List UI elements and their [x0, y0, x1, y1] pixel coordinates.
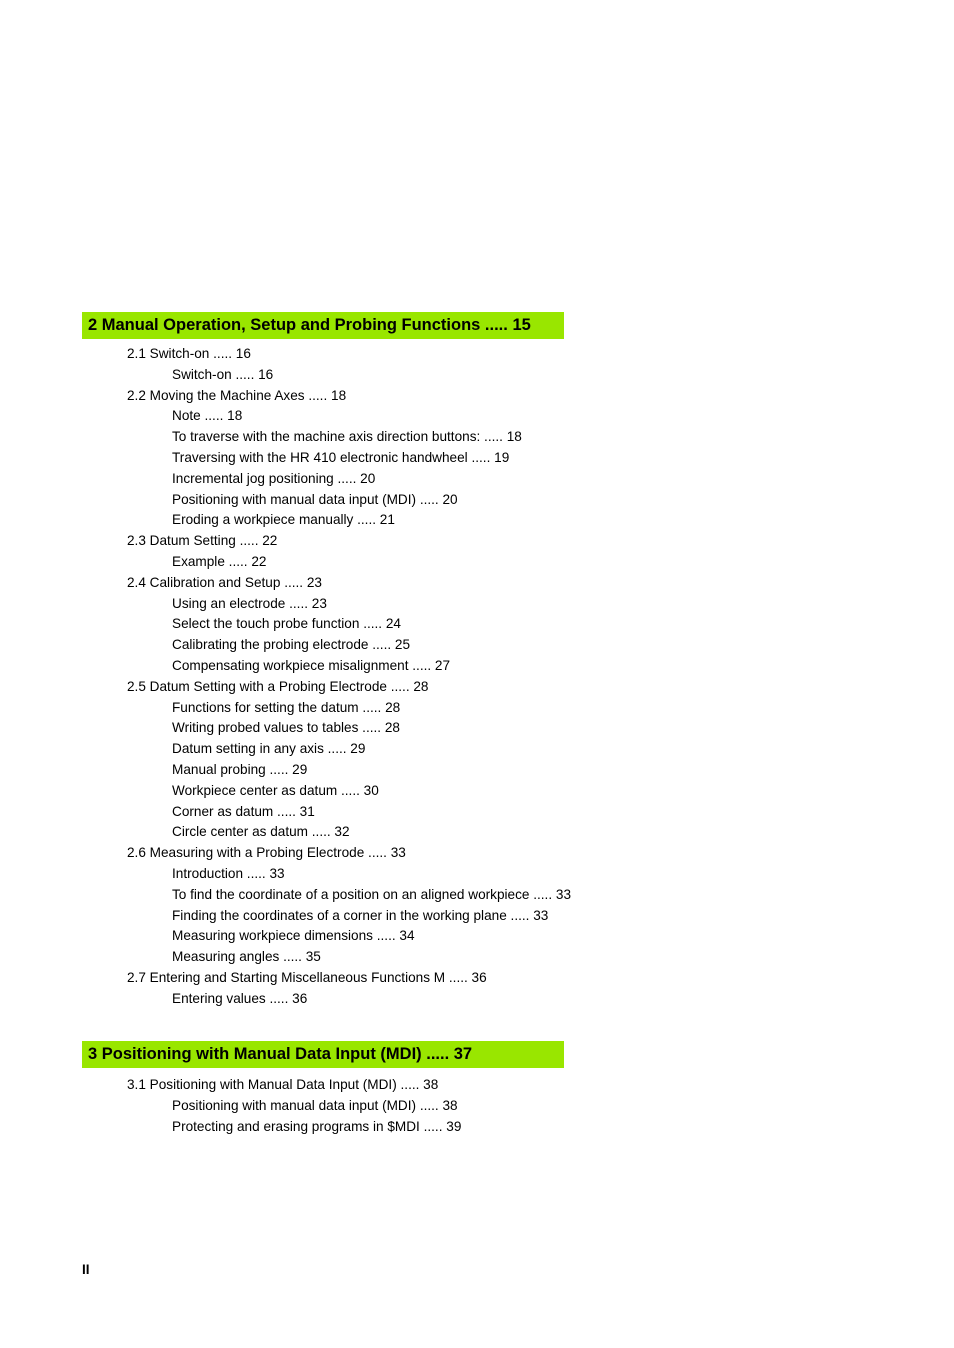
toc-subsection-entry[interactable]: Compensating workpiece misalignment ..... 27 — [172, 658, 451, 673]
toc-subsection-entry[interactable]: To find the coordinate of a position on an aligned workpiece ..... 33 — [172, 886, 572, 902]
toc-subsection-entry[interactable]: Corner as datum ..... 31 — [172, 803, 315, 819]
toc-subsection-entry[interactable]: Using an electrode ..... 23 — [172, 595, 327, 611]
toc-subsection-entry[interactable]: Writing probed values to tables ..... 28 — [172, 720, 400, 736]
toc-section-entry[interactable]: 3.1 Positioning with Manual Data Input (MDI) ..... 38 — [127, 1077, 439, 1092]
toc-subsection-entry[interactable]: Calibrating the probing electrode ..... 25 — [172, 637, 411, 653]
toc-subsection-entry[interactable]: Example ..... 22 — [172, 554, 267, 569]
toc-subsection-entry[interactable]: To traverse with the machine axis direction buttons: ..... 18 — [172, 429, 522, 445]
toc-subsection-entry[interactable]: Protecting and erasing programs in $MDI ..... 39 — [172, 1118, 462, 1134]
toc-subsection-entry[interactable]: Measuring angles ..... 35 — [172, 949, 321, 965]
toc-section-entry[interactable]: 2.2 Moving the Machine Axes ..... 18 — [127, 387, 347, 403]
toc-section-entry[interactable]: 2.1 Switch-on ..... 16 — [127, 346, 251, 361]
toc-subsection-entry[interactable]: Switch-on ..... 16 — [172, 366, 274, 382]
toc-section-entry[interactable]: 2.3 Datum Setting ..... 22 — [127, 533, 278, 549]
toc-subsection-entry[interactable]: Note ..... 18 — [172, 408, 243, 424]
toc-subsection-entry[interactable]: Manual probing ..... 29 — [172, 762, 308, 777]
toc-section-entry[interactable]: 2.6 Measuring with a Probing Electrode ..... 33 — [127, 845, 406, 861]
toc-subsection-entry[interactable]: Incremental jog positioning ..... 20 — [172, 470, 376, 486]
toc-subsection-entry[interactable]: Introduction ..... 33 — [172, 866, 285, 881]
toc-subsection-entry[interactable]: Traversing with the HR 410 electronic handwheel ..... 19 — [172, 450, 510, 465]
toc-subsection-entry[interactable]: Workpiece center as datum ..... 30 — [172, 782, 379, 798]
toc-subsection-entry[interactable]: Select the touch probe function ..... 24 — [172, 616, 401, 632]
toc-subsection-entry[interactable]: Circle center as datum ..... 32 — [172, 824, 350, 840]
toc-subsection-entry[interactable]: Measuring workpiece dimensions ..... 34 — [172, 928, 415, 944]
toc-subsection-entry[interactable]: Functions for setting the datum ..... 28 — [172, 699, 401, 715]
toc-section-entry[interactable]: 2.5 Datum Setting with a Probing Electrode ..... 28 — [127, 678, 429, 694]
toc-subsection-entry[interactable]: Eroding a workpiece manually ..... 21 — [172, 512, 395, 528]
toc-subsection-entry[interactable]: Positioning with manual data input (MDI) ..... 38 — [172, 1097, 458, 1113]
toc-subsection-entry[interactable]: Entering values ..... 36 — [172, 990, 308, 1006]
chapter-heading[interactable]: 2 Manual Operation, Setup and Probing Functions ..... 15 — [82, 312, 564, 339]
toc-section-entry[interactable]: 2.4 Calibration and Setup ..... 23 — [127, 574, 322, 590]
toc-subsection-entry[interactable]: Datum setting in any axis ..... 29 — [172, 741, 366, 757]
chapter-heading[interactable]: 3 Positioning with Manual Data Input (MDI) ..... 37 — [82, 1041, 564, 1068]
toc-subsection-entry[interactable]: Positioning with manual data input (MDI) ..... 20 — [172, 491, 458, 507]
page-number: II — [82, 1262, 90, 1277]
toc-section-entry[interactable]: 2.7 Entering and Starting Miscellaneous Functions M ..... 36 — [127, 970, 487, 985]
toc-subsection-entry[interactable]: Finding the coordinates of a corner in the working plane ..... 33 — [172, 907, 549, 923]
